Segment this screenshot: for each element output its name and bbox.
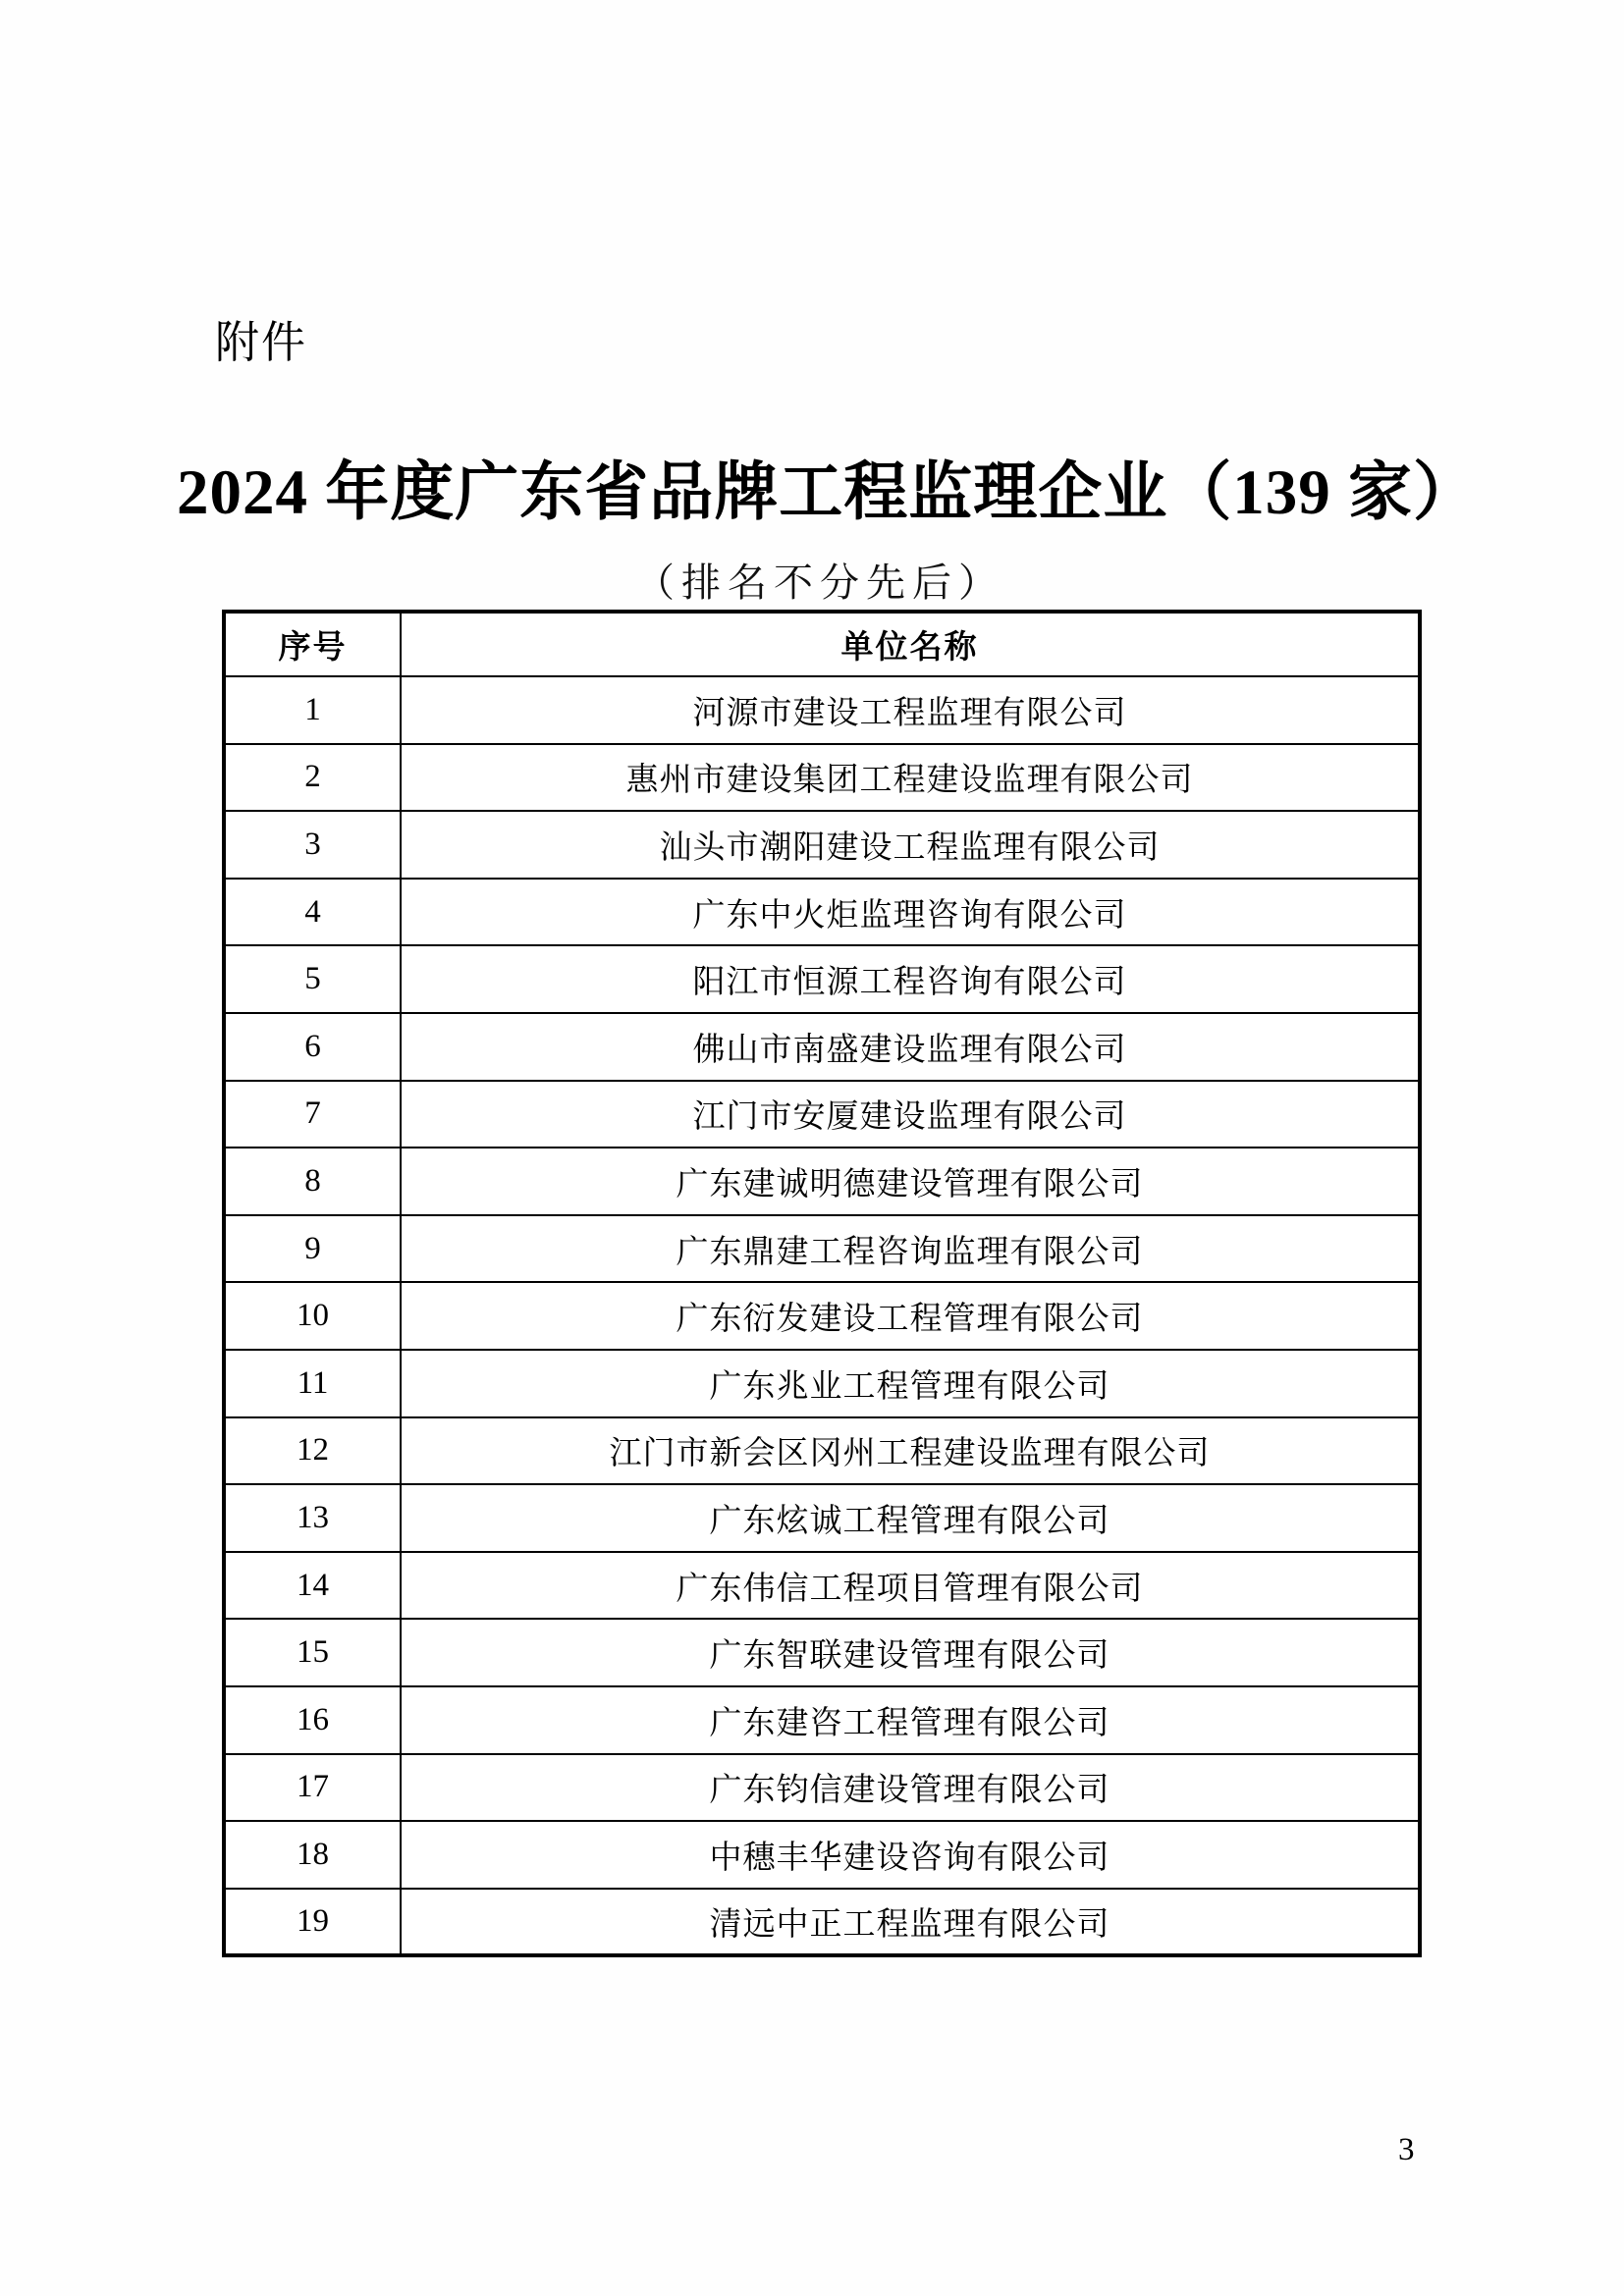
table-row: [224, 879, 1420, 946]
company-name-cell: 江门市新会区冈州工程建设监理有限公司: [401, 1417, 1420, 1485]
company-name-cell: 广东钧信建设管理有限公司: [401, 1754, 1420, 1822]
company-name-cell: 广东建诚明德建设管理有限公司: [401, 1148, 1420, 1215]
row-index-cell: 6: [224, 1013, 401, 1081]
company-name-cell: 阳江市恒源工程咨询有限公司: [401, 945, 1420, 1013]
page-subtitle: （排名不分先后）: [635, 561, 1004, 605]
company-name-cell: 广东鼎建工程咨询监理有限公司: [401, 1215, 1420, 1283]
table-row: [224, 1821, 1420, 1889]
row-index-cell: 16: [224, 1686, 401, 1754]
row-index-cell: 5: [224, 945, 401, 1013]
page-title: 2024 年度广东省品牌工程监理企业（139 家）: [177, 457, 1479, 528]
table-row: [224, 1889, 1420, 1956]
row-index-cell: 18: [224, 1821, 401, 1889]
table-row: [224, 744, 1420, 812]
header-company-name: 单位名称: [401, 612, 1420, 676]
company-name-cell: 河源市建设工程监理有限公司: [401, 676, 1420, 744]
row-index-cell: 17: [224, 1754, 401, 1822]
company-name-cell: 广东智联建设管理有限公司: [401, 1619, 1420, 1686]
row-index-cell: 3: [224, 811, 401, 879]
company-name-cell: 广东兆业工程管理有限公司: [401, 1350, 1420, 1417]
table-row: [224, 1350, 1420, 1417]
table-row: [224, 1215, 1420, 1283]
row-index-cell: 4: [224, 879, 401, 946]
table-header-row: [224, 612, 1420, 676]
table-row: [224, 945, 1420, 1013]
company-name-cell: 广东中火炬监理咨询有限公司: [401, 879, 1420, 946]
header-index: 序号: [224, 612, 401, 676]
table-row: [224, 1282, 1420, 1350]
table-row: [224, 1686, 1420, 1754]
row-index-cell: 9: [224, 1215, 401, 1283]
page-number: 3: [1398, 2132, 1415, 2167]
company-name-cell: 惠州市建设集团工程建设监理有限公司: [401, 744, 1420, 812]
company-name-cell: 中穗丰华建设咨询有限公司: [401, 1821, 1420, 1889]
table-row: [224, 1619, 1420, 1686]
row-index-cell: 10: [224, 1282, 401, 1350]
row-index-cell: 1: [224, 676, 401, 744]
row-index-cell: 14: [224, 1552, 401, 1620]
company-name-cell: 佛山市南盛建设监理有限公司: [401, 1013, 1420, 1081]
company-name-cell: 广东衍发建设工程管理有限公司: [401, 1282, 1420, 1350]
table-row: [224, 811, 1420, 879]
table-row: [224, 1484, 1420, 1552]
row-index-cell: 7: [224, 1081, 401, 1148]
table-row: [224, 1013, 1420, 1081]
row-index-cell: 12: [224, 1417, 401, 1485]
company-table: [222, 610, 1422, 1957]
company-name-cell: 江门市安厦建设监理有限公司: [401, 1081, 1420, 1148]
company-name-cell: 清远中正工程监理有限公司: [401, 1889, 1420, 1956]
table-row: [224, 1148, 1420, 1215]
row-index-cell: 13: [224, 1484, 401, 1552]
table-row: [224, 1754, 1420, 1822]
company-name-cell: 广东伟信工程项目管理有限公司: [401, 1552, 1420, 1620]
table-row: [224, 1081, 1420, 1148]
table-row: [224, 1417, 1420, 1485]
company-name-cell: 汕头市潮阳建设工程监理有限公司: [401, 811, 1420, 879]
table-row: [224, 676, 1420, 744]
row-index-cell: 19: [224, 1889, 401, 1956]
row-index-cell: 2: [224, 744, 401, 812]
row-index-cell: 8: [224, 1148, 401, 1215]
company-name-cell: 广东建咨工程管理有限公司: [401, 1686, 1420, 1754]
row-index-cell: 11: [224, 1350, 401, 1417]
table-row: [224, 1552, 1420, 1620]
company-name-cell: 广东炫诚工程管理有限公司: [401, 1484, 1420, 1552]
row-index-cell: 15: [224, 1619, 401, 1686]
attachment-label: 附件: [215, 317, 308, 367]
